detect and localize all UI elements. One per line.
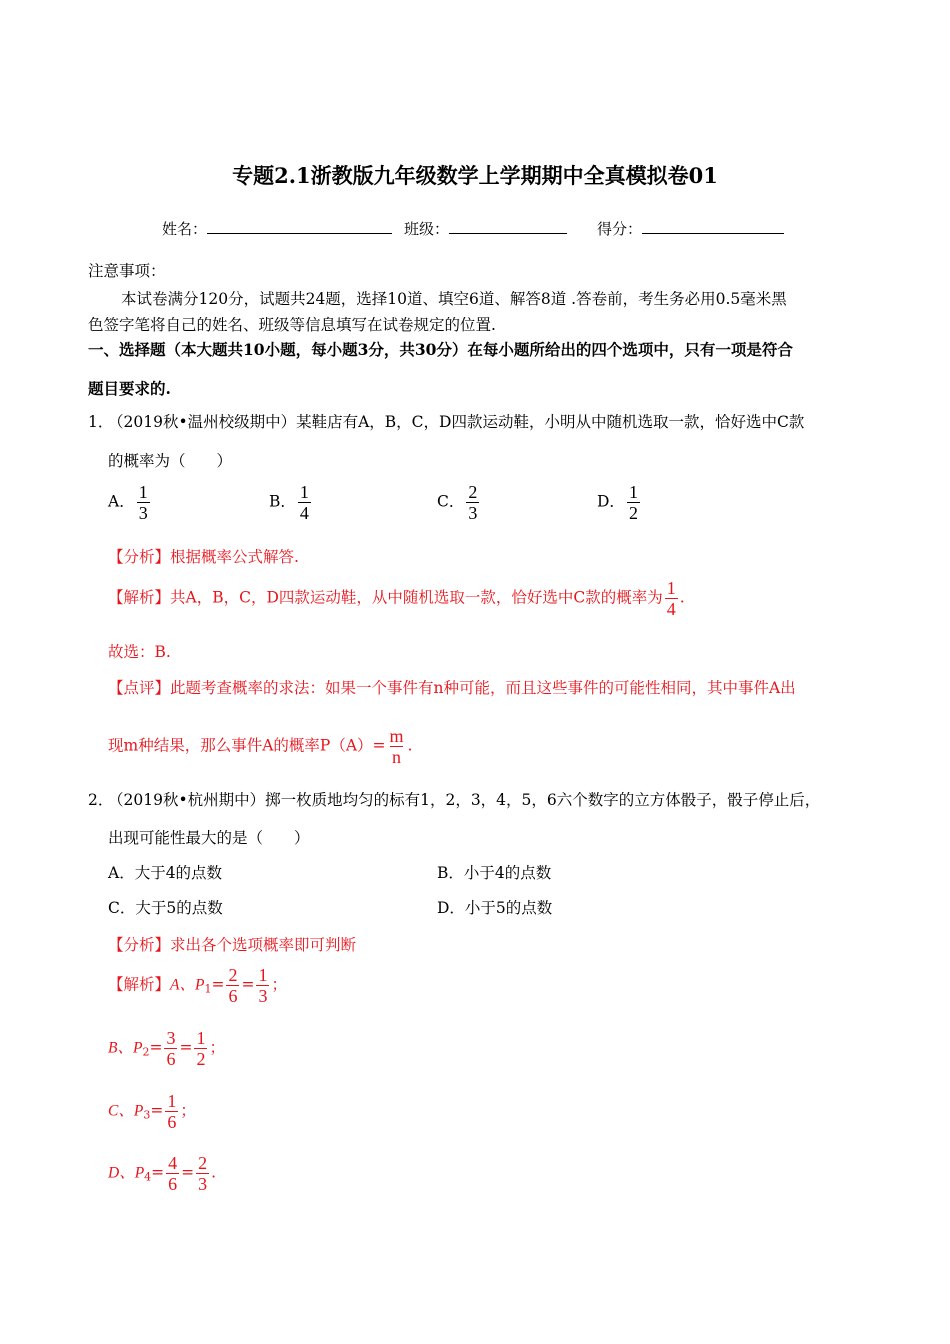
q2-solution-b: B、$P_2=$ $\frac{3}{6}$ = $\frac{1}{2}$ ； [108,1028,225,1069]
q1-comment-2: 现m种结果，那么事件A的概率P（A）= $\frac{m}{n}$ . [108,726,413,767]
q2-option-d: D．小于5的点数 [437,899,553,917]
q1-stem-2: 的概率为（ ） [108,452,233,470]
notice-body-1: 本试卷满分120分，试题共24题，选择10道、填空6道、解答8道 .答卷前，考生务必用0.5毫米黑 [121,290,787,308]
q2-solution-a: 【解析】A、$P_1=$ $\frac{2}{6}$ = $\frac{1}{3}$ ； [108,965,287,1006]
class-field [404,218,567,239]
q2-number: 2． [88,791,114,809]
page-title: 专题2.1浙教版九年级数学上学期期中全真模拟卷01 [232,163,718,188]
score-label: 得分： [597,220,643,238]
q2-stem-2: 出现可能性最大的是（ ） [108,829,310,847]
q1-option-d: D． $\frac{1}{2}$ [597,482,638,523]
section-heading-2: 题目要求的. [88,379,171,398]
q2-stem-1: （2019秋•杭州期中）掷一枚质地均匀的标有1，2，3，4，5，6六个数字的立方体骰子，骰子停止后， [108,791,821,809]
q1-option-a: A． $\frac{1}{3}$ [108,482,148,523]
q2-option-a: A．大于4的点数 [108,864,223,882]
q2-option-c: C．大于5的点数 [108,899,223,917]
q2-analysis: 【分析】求出各个选项概率即可判断 [108,936,357,954]
q1-analysis: 【分析】根据概率公式解答. [108,548,299,566]
q1-solution: 【解析】共A，B，C，D四款运动鞋，从中随机选取一款，恰好选中C款的概率为 $\frac{1}{4}$ . [108,578,685,619]
notice-body-2: 色签字笔将自己的姓名、班级等信息填写在试卷规定的位置. [88,316,496,334]
score-field [597,218,784,239]
section-heading-1: 一、选择题（本大题共10小题，每小题3分，共30分）在每小题所给出的四个选项中，只有一项是符合 [88,340,793,359]
q1-answer: 故选：B. [108,643,171,661]
q1-comment-1: 【点评】此题考查概率的求法：如果一个事件有n种可能，而且这些事件的可能性相同，其中事件A出 [108,679,796,697]
q2-solution-c: C、$P_3=$ $\frac{1}{6}$ ； [108,1091,196,1132]
q1-option-c: C． $\frac{2}{3}$ [437,482,478,523]
name-blank [207,219,392,234]
name-field [162,218,392,239]
q1-option-b: B． $\frac{1}{4}$ [269,482,309,523]
q1-stem-1: （2019秋•温州校级期中）某鞋店有A，B，C，D四款运动鞋，小明从中随机选取一款，恰好选中C款 [108,413,805,431]
q1-number: 1． [88,413,114,431]
q2-option-b: B．小于4的点数 [437,864,552,882]
q2-solution-d: D、$P_4=$ $\frac{4}{6}$ = $\frac{2}{3}$ . [108,1153,217,1194]
name-label: 姓名： [162,220,208,238]
class-label: 班级： [404,220,450,238]
notice-heading: 注意事项： [88,262,166,280]
score-blank [642,219,784,234]
class-blank [449,219,567,234]
